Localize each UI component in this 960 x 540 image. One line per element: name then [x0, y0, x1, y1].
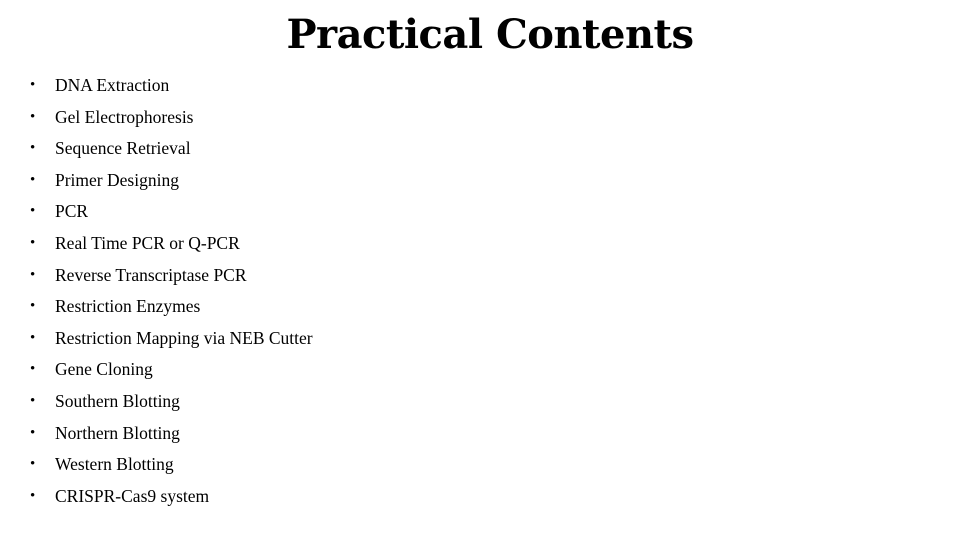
list-item-text: Gene Cloning: [55, 359, 153, 380]
list-item: [30, 102, 313, 134]
bullet-icon: •: [30, 456, 36, 473]
list-item-text: Restriction Enzymes: [55, 296, 201, 317]
list-item-text: Primer Designing: [55, 169, 179, 190]
list-item-text: Sequence Retrieval: [55, 138, 191, 159]
list-item: [30, 354, 313, 386]
list-item: [30, 418, 313, 450]
list-item-text: Reverse Transcriptase PCR: [55, 264, 247, 285]
bullet-icon: •: [30, 361, 36, 378]
list-item-text: Northern Blotting: [55, 422, 180, 443]
bullet-icon: •: [30, 424, 36, 441]
bullet-icon: •: [30, 487, 36, 504]
bullet-icon: •: [30, 171, 36, 188]
bullet-icon: •: [30, 234, 36, 251]
list-item-text: Real Time PCR or Q-PCR: [55, 232, 240, 253]
list-item: [30, 323, 313, 355]
list-item-text: Western Blotting: [55, 454, 174, 475]
list-item: [30, 481, 313, 513]
list-item-text: PCR: [55, 201, 89, 222]
list-item: [30, 291, 313, 323]
bullet-icon: •: [30, 392, 36, 409]
bullet-icon: •: [30, 140, 36, 157]
list-item: [30, 228, 313, 260]
bullet-icon: •: [30, 203, 36, 220]
list-item: [30, 196, 313, 228]
list-item-text: Southern Blotting: [55, 390, 180, 411]
list-item: [30, 133, 313, 165]
bullet-icon: •: [30, 298, 36, 315]
list-item: [30, 165, 313, 197]
list-item: [30, 70, 313, 102]
list-item: [30, 449, 313, 481]
bullet-icon: •: [30, 77, 36, 93]
slide-title: Practical Contents: [286, 11, 694, 58]
list-item: [30, 386, 313, 418]
bullet-list: [30, 70, 313, 512]
list-item: [30, 260, 313, 292]
list-item-text: Restriction Mapping via NEB Cutter: [55, 327, 313, 348]
bullet-icon: •: [30, 329, 36, 346]
list-item-text: DNA Extraction: [55, 75, 170, 95]
bullet-icon: •: [30, 266, 36, 283]
list-item-text: Gel Electrophoresis: [55, 106, 194, 127]
bullet-icon: •: [30, 108, 36, 125]
list-item-text: CRISPR-Cas9 system: [55, 485, 210, 506]
